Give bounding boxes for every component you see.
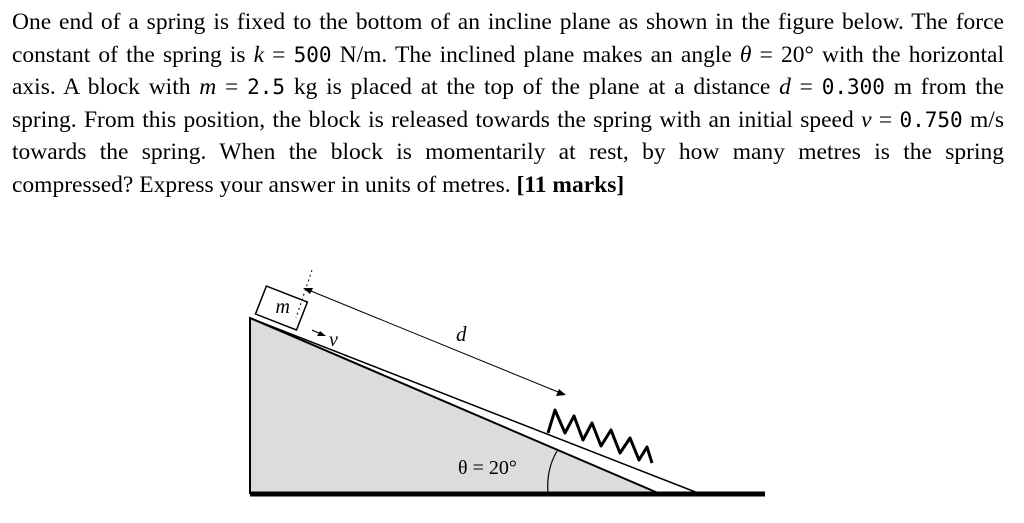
- unit-k: N/m: [331, 41, 382, 68]
- value-v: 0.750: [899, 107, 963, 132]
- velocity-label: v: [329, 329, 338, 351]
- unit-d: m: [884, 74, 913, 100]
- incline-plane: [250, 318, 658, 493]
- symbol-m: m: [199, 74, 217, 100]
- symbol-v: v: [861, 106, 872, 133]
- value-k: 500: [293, 42, 332, 67]
- text-segment: towards the spring. When the block is momentarily at rest, by how many metres is the spring compressed? Express your answer in units of metres.: [12, 139, 1004, 198]
- block-label: m: [275, 295, 290, 318]
- value-theta: 20°: [780, 41, 814, 68]
- symbol-theta: θ: [739, 41, 752, 68]
- text-segment: . The inclined plane makes an angle: [381, 41, 740, 68]
- equals-sign: =: [751, 41, 781, 68]
- text-segment: from the spring. From this position, the block is released towards the spring with an initial speed: [12, 74, 1004, 133]
- equals-sign: =: [264, 41, 294, 68]
- marks-label: [11 marks]: [516, 171, 625, 198]
- text-segment: One end of a spring is fixed to the bottom of an incline plane as shown in the figure below. The force constant of the spring is: [12, 9, 1004, 68]
- text-segment: with the horizontal axis. A block with: [12, 41, 1004, 100]
- symbol-d: d: [779, 74, 791, 100]
- symbol-k: k: [253, 41, 265, 68]
- unit-m: kg: [285, 74, 318, 100]
- equals-sign: =: [871, 106, 900, 133]
- value-m: 2.5: [247, 75, 286, 99]
- equals-sign: =: [790, 74, 822, 100]
- unit-v: m/s: [962, 106, 1004, 133]
- distance-arrow-end-head: [556, 389, 566, 396]
- value-d: 0.300: [821, 75, 885, 99]
- angle-label: θ = 20°: [458, 457, 517, 479]
- equals-sign: =: [216, 74, 248, 100]
- text-segment: is placed at the top of the plane at a distance: [317, 74, 780, 100]
- distance-arrow-start-head: [303, 288, 313, 294]
- velocity-arrow: [312, 330, 326, 336]
- distance-label: d: [456, 322, 467, 346]
